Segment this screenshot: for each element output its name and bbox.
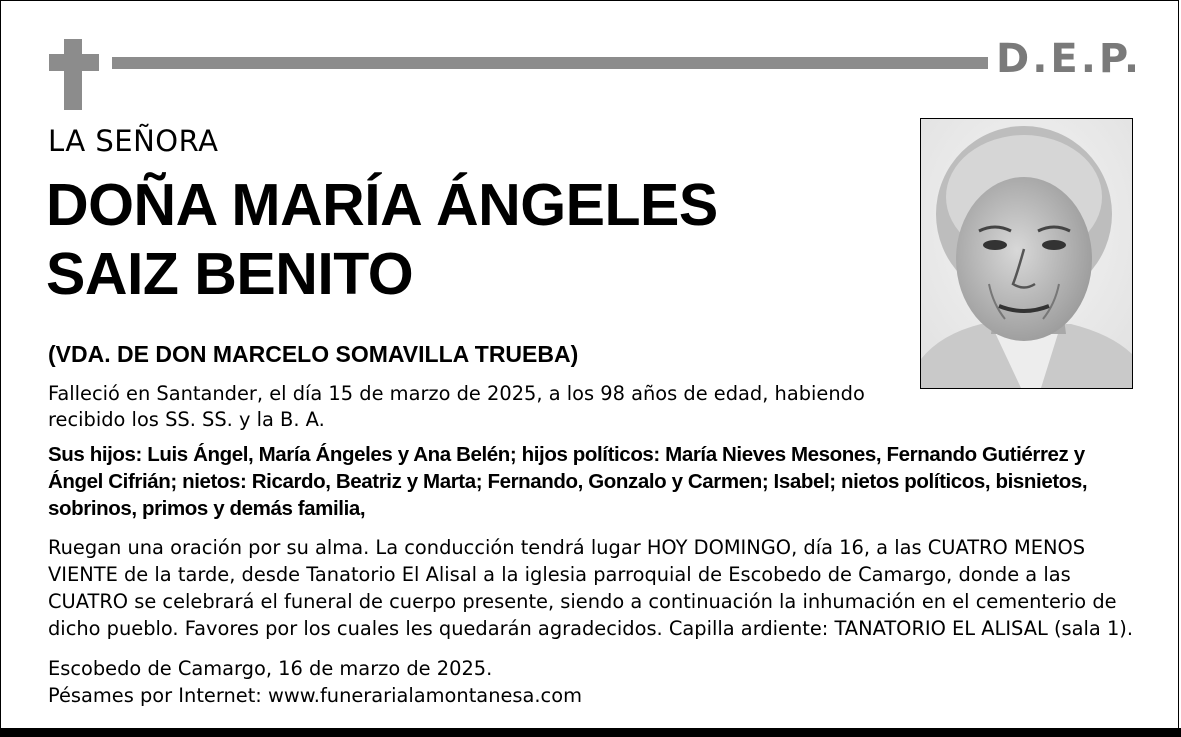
deceased-name — [46, 171, 906, 309]
cross-icon — [64, 39, 82, 110]
text-line: Sus hijos: Luis Ángel, María Ángeles y Ana Belén; hijos políticos: María Nieves Mesones, Fernando Gutiérrez y — [48, 443, 1085, 466]
text-line: VIENTE de la tarde, desde Tanatorio El Alisal a la iglesia parroquial de Escobedo de Camargo, donde a las — [48, 563, 1071, 586]
widow-of: (VDA. DE DON MARCELO SOMAVILLA TRUEBA) — [48, 341, 579, 367]
dep-label: D.E.P. — [996, 36, 1143, 82]
text-line: dicho pueblo. Favores por los cuales les quedarán agradecidos. Capilla ardiente: TANATORIO EL ALISAL (sala 1). — [48, 617, 1134, 640]
text-line: Falleció en Santander, el día 15 de marzo de 2025, a los 98 años de edad, habiendo — [48, 382, 865, 405]
portrait-illustration — [921, 119, 1132, 388]
text-line: recibido los SS. SS. y la B. A. — [48, 408, 325, 431]
portrait-photo — [920, 118, 1133, 389]
text-line: CUATRO se celebrará el funeral de cuerpo presente, siendo a continuación la inhumación en el cementerio de — [48, 590, 1117, 613]
death-announcement — [48, 381, 908, 433]
header-rule — [112, 57, 988, 69]
text-line: Ruegan una oración por su alma. La conducción tendrá lugar HOY DOMINGO, día 16, a las CUATRO MENOS — [48, 536, 1086, 559]
text-line: Ángel Cifrián; nietos: Ricardo, Beatriz y Marta; Fernando, Gonzalo y Carmen; Isabel; nietos políticos, bisnietos, — [48, 470, 1088, 493]
funeral-details — [48, 534, 1158, 642]
place-date: Escobedo de Camargo, 16 de marzo de 2025. — [48, 657, 493, 680]
family-list — [48, 441, 1158, 522]
deceased-name-line: DOÑA MARÍA ÁNGELES — [46, 172, 718, 238]
place-and-contact — [48, 655, 948, 709]
honorific: LA SEÑORA — [48, 124, 219, 158]
deceased-name-line: SAIZ BENITO — [46, 241, 414, 307]
condolences-web: Pésames por Internet: www.funerarialamontanesa.com — [48, 684, 582, 707]
text-line: sobrinos, primos y demás familia, — [48, 497, 366, 520]
bottom-rule — [0, 728, 1181, 737]
cross-icon-bar — [49, 54, 99, 71]
